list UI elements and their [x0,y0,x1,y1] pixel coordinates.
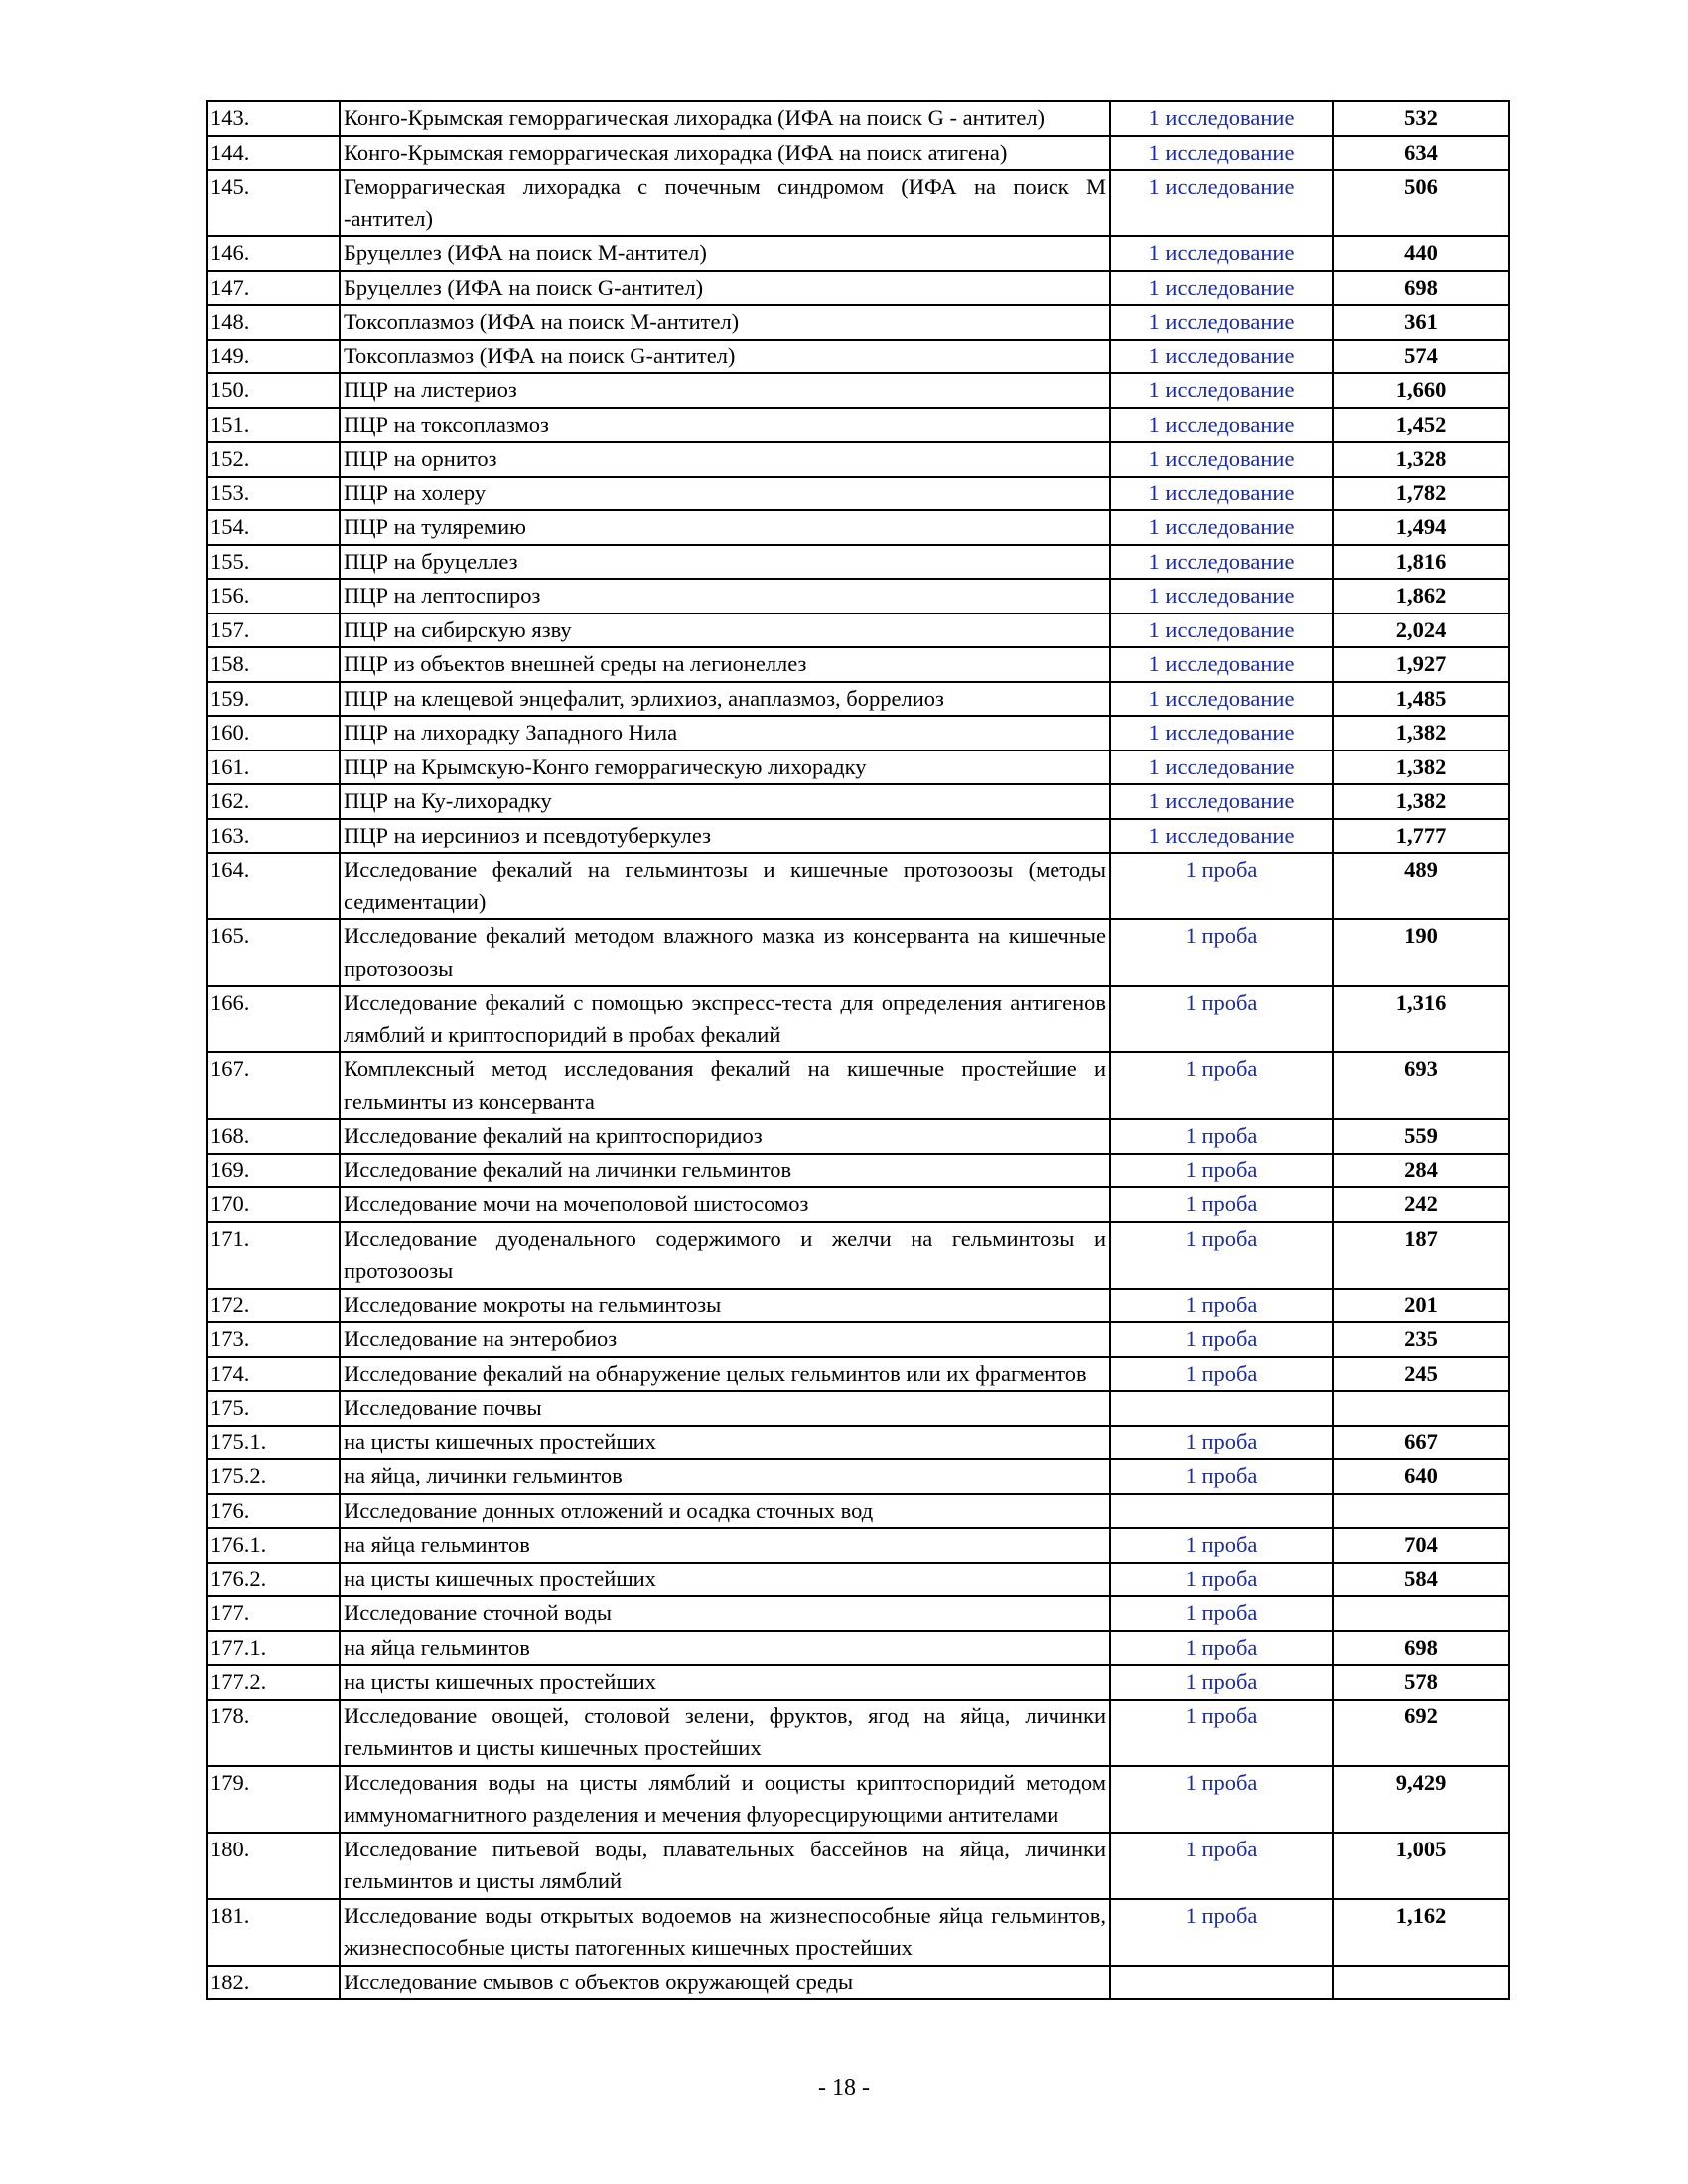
price-cell: 235 [1333,1322,1509,1357]
unit-cell: 1 исследование [1110,784,1333,819]
item-number-cell: 154. [207,510,340,545]
service-name-cell: Исследование донных отложений и осадка сточных вод [340,1494,1110,1529]
unit-cell: 1 исследование [1110,647,1333,682]
unit-cell: 1 проба [1110,1700,1333,1766]
unit-cell: 1 проба [1110,1357,1333,1392]
unit-cell: 1 исследование [1110,545,1333,580]
item-number-cell: 157. [207,614,340,648]
table-row [207,751,1509,785]
unit-cell: 1 проба [1110,1596,1333,1631]
price-cell: 506 [1333,170,1509,236]
table-row [207,236,1509,271]
unit-cell [1110,1391,1333,1426]
unit-cell: 1 проба [1110,1631,1333,1666]
unit-cell: 1 исследование [1110,682,1333,717]
price-cell [1333,1494,1509,1529]
price-cell: 692 [1333,1700,1509,1766]
item-number-cell: 151. [207,408,340,443]
price-cell: 1,782 [1333,477,1509,511]
price-cell: 1,328 [1333,442,1509,477]
table-row [207,1154,1509,1188]
item-number-cell: 182. [207,1966,340,2000]
item-number-cell: 176.1. [207,1528,340,1563]
item-number-cell: 169. [207,1154,340,1188]
price-table [206,100,1510,2000]
service-name-cell: Исследование фекалий на обнаружение целых гельминтов или их фрагментов [340,1357,1110,1392]
item-number-cell: 150. [207,373,340,408]
service-name-cell: ПЦР из объектов внешней среды на легионеллез [340,647,1110,682]
service-name-cell: на яйца гельминтов [340,1528,1110,1563]
price-cell: 489 [1333,853,1509,919]
price-cell: 693 [1333,1052,1509,1119]
unit-cell [1110,1966,1333,2000]
table-row [207,510,1509,545]
item-number-cell: 172. [207,1289,340,1323]
table-row [207,1528,1509,1563]
table-row [207,784,1509,819]
table-row [207,716,1509,751]
table-row [207,1966,1509,2000]
unit-cell: 1 проба [1110,1665,1333,1700]
item-number-cell: 148. [207,305,340,340]
unit-cell [1110,1494,1333,1529]
price-cell: 1,382 [1333,751,1509,785]
price-cell: 245 [1333,1357,1509,1392]
service-name-cell: ПЦР на Крымскую-Конго геморрагическую лихорадку [340,751,1110,785]
price-cell: 574 [1333,340,1509,374]
item-number-cell: 173. [207,1322,340,1357]
service-name-cell: ПЦР на клещевой энцефалит, эрлихиоз, анаплазмоз, боррелиоз [340,682,1110,717]
service-name-cell: на цисты кишечных простейших [340,1665,1110,1700]
unit-cell: 1 проба [1110,1766,1333,1833]
item-number-cell: 175. [207,1391,340,1426]
table-row [207,271,1509,306]
service-name-cell: Исследование фекалий методом влажного мазка из консерванта на кишечные протозоозы [340,919,1110,986]
service-name-cell: ПЦР на орнитоз [340,442,1110,477]
unit-cell: 1 исследование [1110,101,1333,136]
table-row [207,819,1509,854]
service-name-cell: Исследование фекалий на криптоспоридиоз [340,1119,1110,1154]
service-name-cell: ПЦР на лептоспироз [340,579,1110,614]
item-number-cell: 144. [207,136,340,171]
item-number-cell: 175.1. [207,1426,340,1460]
price-cell: 704 [1333,1528,1509,1563]
table-row [207,1289,1509,1323]
item-number-cell: 178. [207,1700,340,1766]
service-name-cell: ПЦР на туляремию [340,510,1110,545]
unit-cell: 1 исследование [1110,579,1333,614]
item-number-cell: 159. [207,682,340,717]
item-number-cell: 171. [207,1222,340,1289]
unit-cell: 1 проба [1110,1426,1333,1460]
table-body [207,101,1509,1999]
service-name-cell: Исследование смывов с объектов окружающей среды [340,1966,1110,2000]
item-number-cell: 170. [207,1187,340,1222]
service-name-cell: Конго-Крымская геморрагическая лихорадка (ИФА на поиск атигена) [340,136,1110,171]
price-cell: 578 [1333,1665,1509,1700]
unit-cell: 1 исследование [1110,510,1333,545]
table-row [207,340,1509,374]
table-row [207,1322,1509,1357]
table-row [207,1596,1509,1631]
item-number-cell: 177. [207,1596,340,1631]
unit-cell: 1 исследование [1110,477,1333,511]
service-name-cell: ПЦР на холеру [340,477,1110,511]
service-name-cell: Конго-Крымская геморрагическая лихорадка (ИФА на поиск G - антител) [340,101,1110,136]
unit-cell: 1 исследование [1110,170,1333,236]
table-row [207,1631,1509,1666]
table-row [207,442,1509,477]
unit-cell: 1 проба [1110,853,1333,919]
service-name-cell: Геморрагическая лихорадка с почечным синдромом (ИФА на поиск М -антител) [340,170,1110,236]
service-name-cell: Исследование воды открытых водоемов на жизнеспособные яйца гельминтов, жизнеспособные цисты патогенных кишечных простейших [340,1899,1110,1966]
price-cell: 1,494 [1333,510,1509,545]
table-row [207,1357,1509,1392]
price-cell: 440 [1333,236,1509,271]
item-number-cell: 158. [207,647,340,682]
table-row [207,1119,1509,1154]
table-row [207,1563,1509,1597]
service-name-cell: Исследование сточной воды [340,1596,1110,1631]
service-name-cell: Комплексный метод исследования фекалий на кишечные простейшие и гельминты из консерванта [340,1052,1110,1119]
item-number-cell: 153. [207,477,340,511]
table-row [207,1222,1509,1289]
unit-cell: 1 исследование [1110,236,1333,271]
price-cell: 9,429 [1333,1766,1509,1833]
service-name-cell: на яйца гельминтов [340,1631,1110,1666]
service-name-cell: на яйца, личинки гельминтов [340,1459,1110,1494]
price-cell: 1,452 [1333,408,1509,443]
service-name-cell: ПЦР на иерсиниоз и псевдотуберкулез [340,819,1110,854]
price-cell: 361 [1333,305,1509,340]
item-number-cell: 176.2. [207,1563,340,1597]
price-cell: 1,777 [1333,819,1509,854]
price-cell: 190 [1333,919,1509,986]
unit-cell: 1 проба [1110,919,1333,986]
price-cell: 187 [1333,1222,1509,1289]
service-name-cell: на цисты кишечных простейших [340,1426,1110,1460]
item-number-cell: 166. [207,986,340,1052]
item-number-cell: 160. [207,716,340,751]
item-number-cell: 147. [207,271,340,306]
table-row [207,1766,1509,1833]
page-number: - 18 - [818,2075,870,2101]
service-name-cell: Токсоплазмоз (ИФА на поиск М-антител) [340,305,1110,340]
service-name-cell: Исследование фекалий на личинки гельминтов [340,1154,1110,1188]
table-row [207,579,1509,614]
unit-cell: 1 исследование [1110,614,1333,648]
item-number-cell: 174. [207,1357,340,1392]
table-row [207,1187,1509,1222]
unit-cell: 1 исследование [1110,408,1333,443]
price-cell: 1,316 [1333,986,1509,1052]
price-cell: 698 [1333,271,1509,306]
table-row [207,136,1509,171]
table-row [207,408,1509,443]
price-cell: 284 [1333,1154,1509,1188]
item-number-cell: 179. [207,1766,340,1833]
price-cell: 2,024 [1333,614,1509,648]
unit-cell: 1 проба [1110,1563,1333,1597]
table-row [207,101,1509,136]
price-cell: 698 [1333,1631,1509,1666]
unit-cell: 1 проба [1110,1833,1333,1899]
price-cell: 1,816 [1333,545,1509,580]
unit-cell: 1 проба [1110,1899,1333,1966]
item-number-cell: 156. [207,579,340,614]
price-cell: 1,005 [1333,1833,1509,1899]
table-row [207,682,1509,717]
unit-cell: 1 исследование [1110,340,1333,374]
service-name-cell: Исследования воды на цисты лямблий и ооцисты криптоспоридий методом иммуномагнитного разделения и мечения флуоресцирующими антителами [340,1766,1110,1833]
unit-cell: 1 исследование [1110,271,1333,306]
item-number-cell: 146. [207,236,340,271]
item-number-cell: 177.2. [207,1665,340,1700]
price-cell: 640 [1333,1459,1509,1494]
table-row [207,986,1509,1052]
service-name-cell: Исследование мокроты на гельминтозы [340,1289,1110,1323]
service-name-cell: ПЦР на токсоплазмоз [340,408,1110,443]
service-name-cell: Исследование мочи на мочеполовой шистосомоз [340,1187,1110,1222]
item-number-cell: 143. [207,101,340,136]
service-name-cell: Исследование на энтеробиоз [340,1322,1110,1357]
table-row [207,1899,1509,1966]
item-number-cell: 176. [207,1494,340,1529]
unit-cell: 1 проба [1110,1187,1333,1222]
unit-cell: 1 проба [1110,1322,1333,1357]
table-row [207,373,1509,408]
item-number-cell: 164. [207,853,340,919]
price-cell: 1,862 [1333,579,1509,614]
price-cell: 584 [1333,1563,1509,1597]
table-row [207,1391,1509,1426]
table-row [207,853,1509,919]
table-row [207,1426,1509,1460]
table-row [207,1665,1509,1700]
service-name-cell: ПЦР на сибирскую язву [340,614,1110,648]
price-cell: 201 [1333,1289,1509,1323]
price-cell: 1,162 [1333,1899,1509,1966]
table-row [207,1700,1509,1766]
price-cell [1333,1391,1509,1426]
table-row [207,1494,1509,1529]
item-number-cell: 163. [207,819,340,854]
price-cell: 1,927 [1333,647,1509,682]
item-number-cell: 175.2. [207,1459,340,1494]
price-cell: 532 [1333,101,1509,136]
table-row [207,545,1509,580]
item-number-cell: 155. [207,545,340,580]
price-cell [1333,1966,1509,2000]
item-number-cell: 181. [207,1899,340,1966]
item-number-cell: 162. [207,784,340,819]
service-name-cell: ПЦР на бруцеллез [340,545,1110,580]
unit-cell: 1 проба [1110,986,1333,1052]
item-number-cell: 180. [207,1833,340,1899]
service-name-cell: Исследование фекалий с помощью экспресс-теста для определения антигенов лямблий и криптоспоридий в пробах фекалий [340,986,1110,1052]
item-number-cell: 177.1. [207,1631,340,1666]
service-name-cell: Исследование питьевой воды, плавательных бассейнов на яйца, личинки гельминтов и цисты лямблий [340,1833,1110,1899]
service-name-cell: Бруцеллез (ИФА на поиск G-антител) [340,271,1110,306]
unit-cell: 1 исследование [1110,819,1333,854]
service-name-cell: Исследование почвы [340,1391,1110,1426]
unit-cell: 1 проба [1110,1289,1333,1323]
unit-cell: 1 проба [1110,1459,1333,1494]
table-row [207,305,1509,340]
price-cell: 1,660 [1333,373,1509,408]
service-name-cell: на цисты кишечных простейших [340,1563,1110,1597]
unit-cell: 1 проба [1110,1154,1333,1188]
service-name-cell: ПЦР на лихорадку Западного Нила [340,716,1110,751]
service-name-cell: Исследование дуоденального содержимого и желчи на гельминтозы и протозоозы [340,1222,1110,1289]
item-number-cell: 168. [207,1119,340,1154]
price-cell: 1,485 [1333,682,1509,717]
table-row [207,1459,1509,1494]
unit-cell: 1 исследование [1110,373,1333,408]
item-number-cell: 152. [207,442,340,477]
item-number-cell: 165. [207,919,340,986]
table-row [207,647,1509,682]
item-number-cell: 167. [207,1052,340,1119]
item-number-cell: 149. [207,340,340,374]
unit-cell: 1 проба [1110,1119,1333,1154]
unit-cell: 1 исследование [1110,716,1333,751]
table-row [207,477,1509,511]
table-row [207,919,1509,986]
service-name-cell: Исследование овощей, столовой зелени, фруктов, ягод на яйца, личинки гельминтов и цисты кишечных простейших [340,1700,1110,1766]
price-cell: 242 [1333,1187,1509,1222]
service-name-cell: Бруцеллез (ИФА на поиск М-антител) [340,236,1110,271]
unit-cell: 1 исследование [1110,751,1333,785]
table-row [207,614,1509,648]
price-cell: 559 [1333,1119,1509,1154]
price-cell: 1,382 [1333,716,1509,751]
service-name-cell: ПЦР на листериоз [340,373,1110,408]
unit-cell: 1 проба [1110,1222,1333,1289]
table-row [207,1052,1509,1119]
table-row [207,1833,1509,1899]
unit-cell: 1 исследование [1110,305,1333,340]
price-cell: 1,382 [1333,784,1509,819]
price-cell [1333,1596,1509,1631]
price-cell: 667 [1333,1426,1509,1460]
unit-cell: 1 проба [1110,1528,1333,1563]
service-name-cell: Исследование фекалий на гельминтозы и кишечные протозоозы (методы седиментации) [340,853,1110,919]
unit-cell: 1 проба [1110,1052,1333,1119]
service-name-cell: Токсоплазмоз (ИФА на поиск G-антител) [340,340,1110,374]
table-row [207,170,1509,236]
unit-cell: 1 исследование [1110,136,1333,171]
item-number-cell: 145. [207,170,340,236]
unit-cell: 1 исследование [1110,442,1333,477]
item-number-cell: 161. [207,751,340,785]
service-name-cell: ПЦР на Ку-лихорадку [340,784,1110,819]
price-cell: 634 [1333,136,1509,171]
